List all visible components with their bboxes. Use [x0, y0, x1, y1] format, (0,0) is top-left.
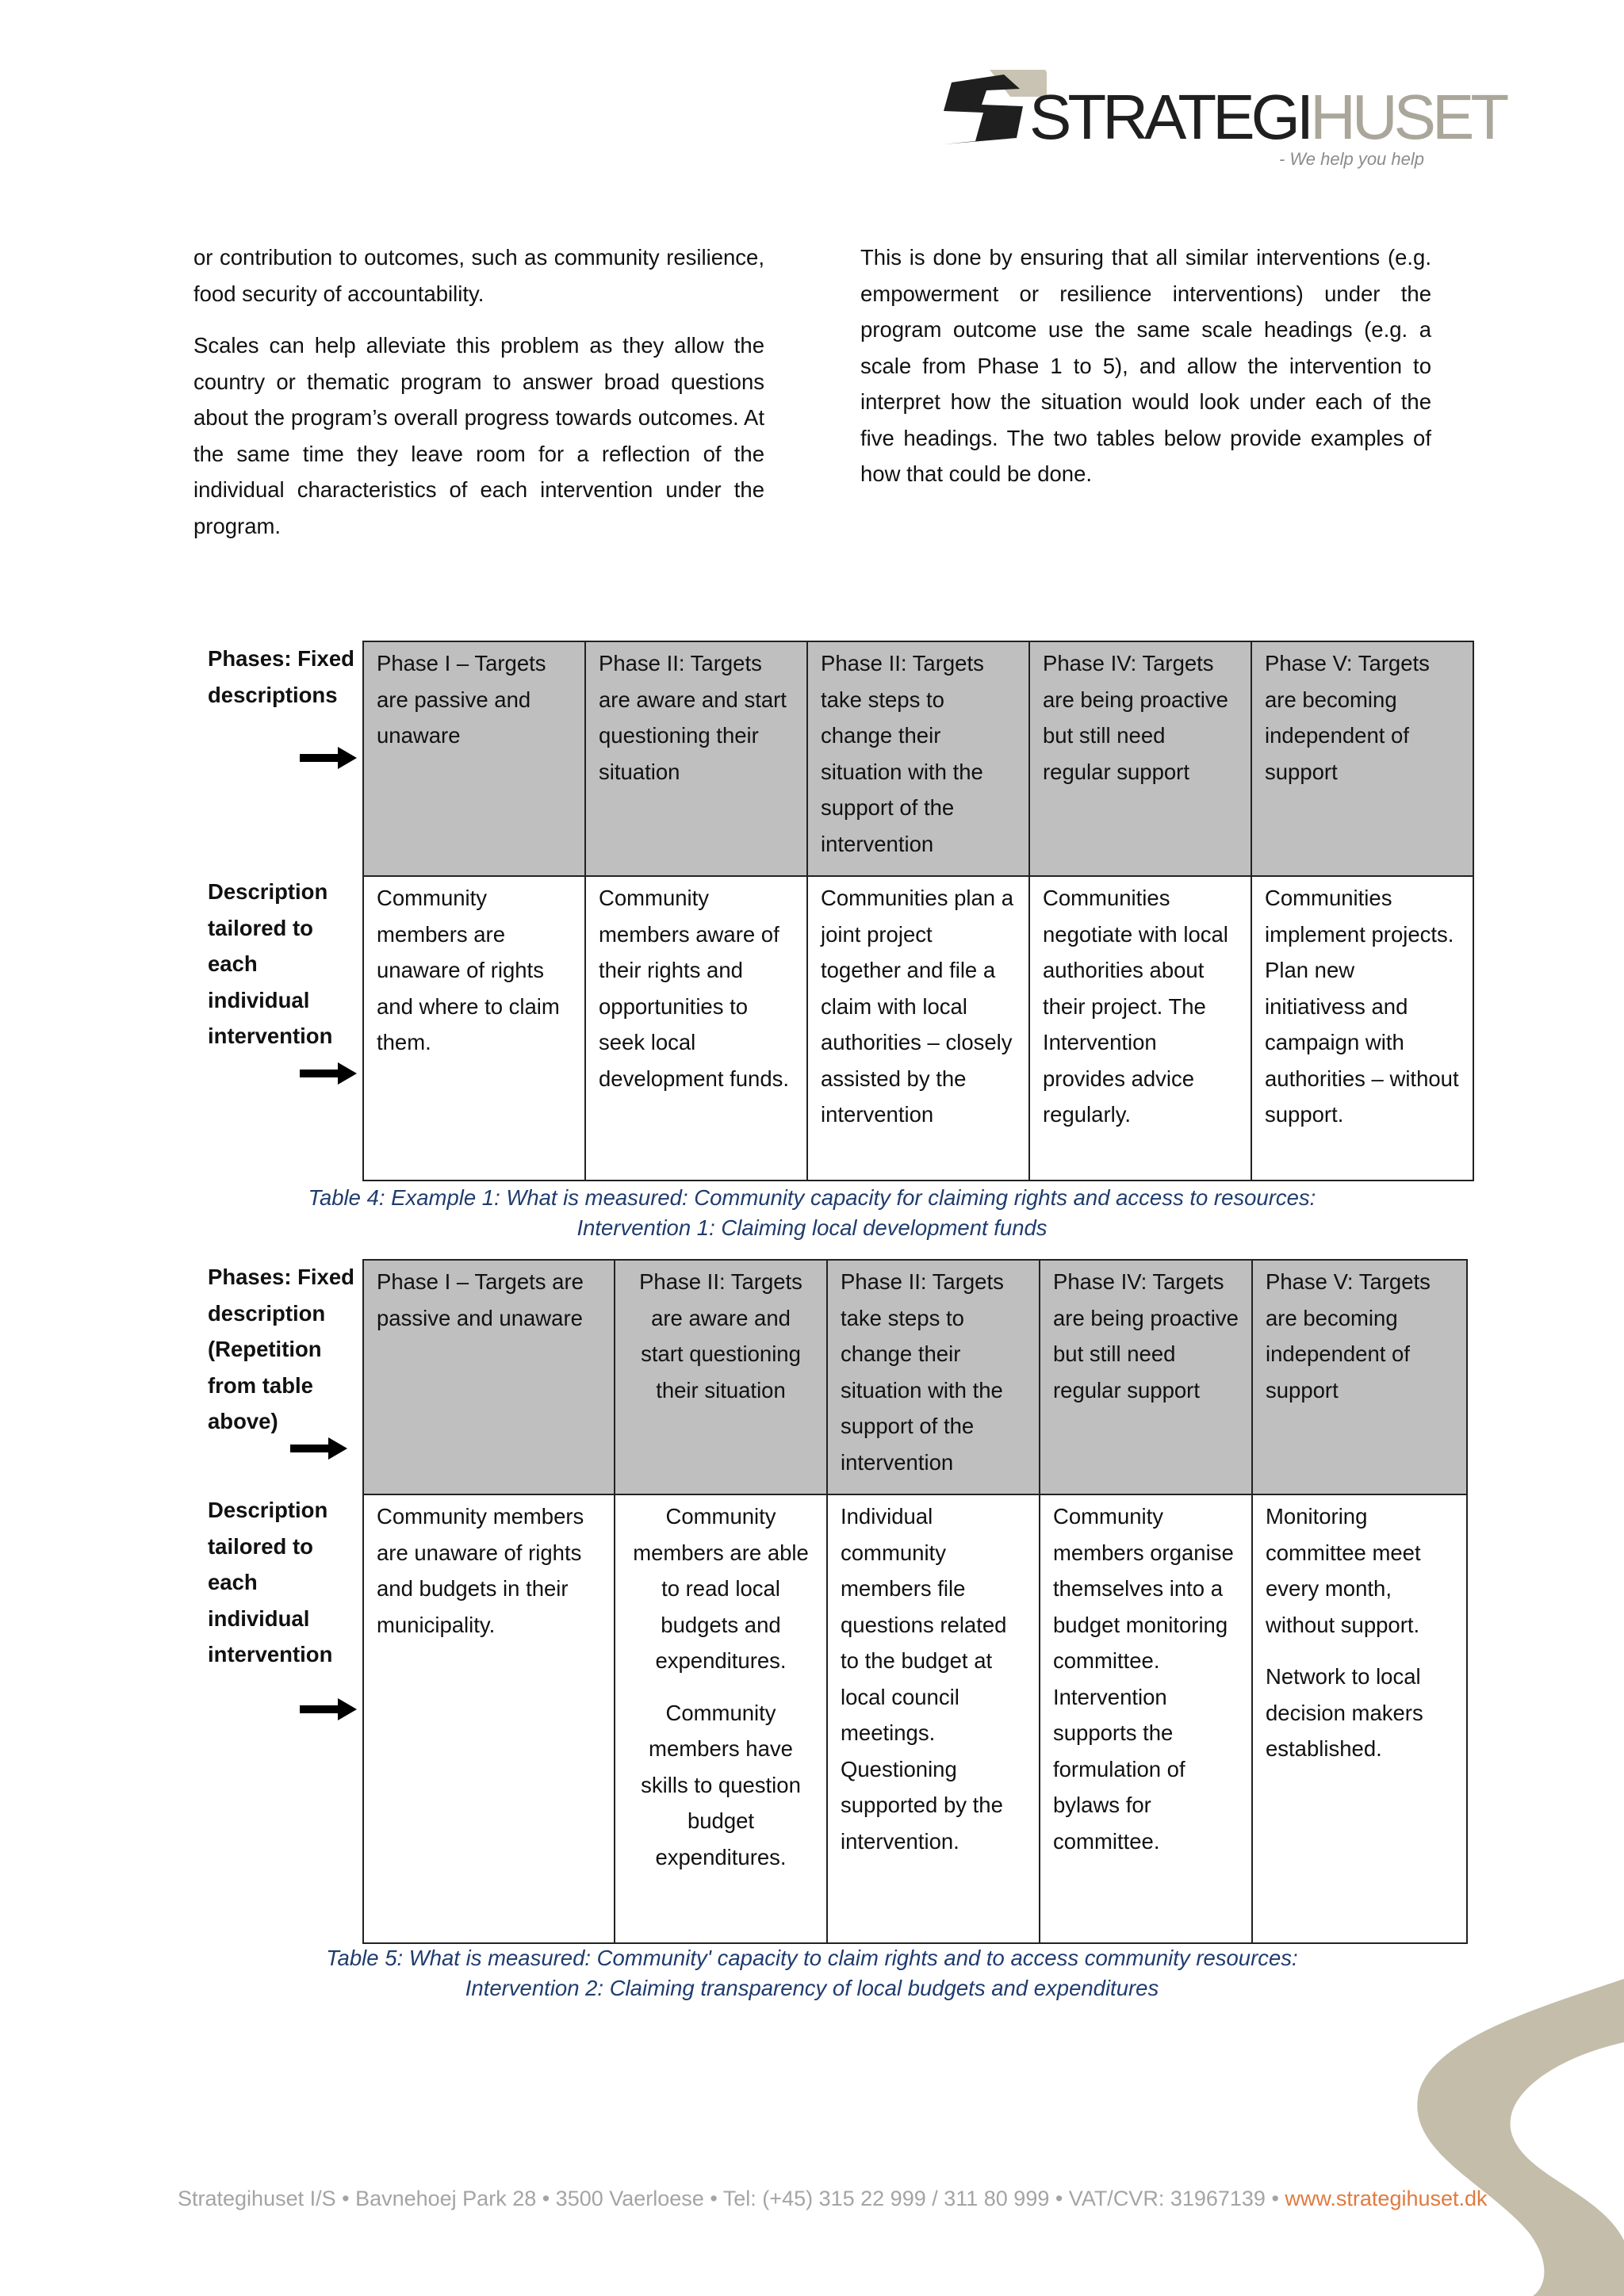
- intro-left-paragraph-1: or contribution to outcomes, such as community resilience, food security of accountability.: [193, 245, 764, 306]
- table4-phase-cell: Phase IV: Targets are being proactive but still need regular support: [1029, 641, 1251, 876]
- table5-phases-label: Phases: Fixed description (Repetition from table above): [208, 1265, 354, 1433]
- decorative-swoosh-icon: [1370, 1979, 1624, 2296]
- table4-description-cell: Community members aware of their rights and opportunities to seek local development funds.: [585, 876, 807, 1181]
- table4: [362, 641, 1474, 1181]
- table4-description-label: Description tailored to each individual intervention: [208, 879, 333, 1048]
- table5-description-text: Community members have skills to question budget expenditures.: [641, 1700, 801, 1869]
- table4-description-cell: Communities negotiate with local authorities about their project. The Intervention provides advice regularly.: [1029, 876, 1251, 1181]
- table5-description-text: Network to local decision makers established.: [1266, 1664, 1423, 1761]
- table4-phase-cell: Phase I – Targets are passive and unaware: [363, 641, 585, 876]
- table4-caption-line2: Intervention 1: Claiming local development funds: [576, 1215, 1048, 1240]
- table5-description-cell: [363, 1494, 615, 1943]
- table4-description-cell: Communities implement projects. Plan new initiativess and campaign with authorities – without support.: [1251, 876, 1473, 1181]
- logo-tagline: - We help you help: [1278, 149, 1424, 169]
- table4-phases-row: [363, 641, 1473, 876]
- table5-caption-line1: Table 5: What is measured: Community' capacity to claim rights and to access community resources:: [326, 1946, 1298, 1970]
- table5-description-cell: [827, 1494, 1040, 1943]
- table5-description-label: Description tailored to each individual intervention: [208, 1498, 333, 1667]
- table5: [362, 1259, 1468, 1944]
- table5-caption: [178, 1943, 1446, 2003]
- table4-caption: [178, 1183, 1446, 1243]
- table5-description-cell: [1252, 1494, 1467, 1943]
- arrow-right-icon: [290, 1437, 347, 1460]
- table5-phase-cell: Phase IV: Targets are being proactive but still need regular support: [1040, 1260, 1252, 1494]
- footer-address: Strategihuset I/S • Bavnehoej Park 28 • 3500 Vaerloese • Tel: (+45) 315 22 999 / 311 80 999 • VAT/CVR: 31967139 •: [178, 2187, 1285, 2210]
- table4-phases-label: Phases: Fixed descriptions: [208, 646, 354, 707]
- intro-right-column: [860, 239, 1431, 508]
- intro-left-column: [193, 239, 764, 560]
- intro-left-paragraph-2: Scales can help alleviate this problem as they allow the country or thematic program to answer broad questions about the program’s overall progress towards outcomes. At the same time they leave room for a reflection of the individual characteristics of each intervention under the program.: [193, 333, 764, 538]
- table5-description-cell: [1040, 1494, 1252, 1943]
- table5-description-row: [363, 1494, 1467, 1943]
- table4-description-cell: Community members are unaware of rights and where to claim them.: [363, 876, 585, 1181]
- table5-description-text: Monitoring committee meet every month, without support.: [1266, 1504, 1421, 1637]
- table4-description-row: [363, 876, 1473, 1181]
- table5-description-text: Community members are unaware of rights and budgets in their municipality.: [377, 1504, 584, 1637]
- footer: [178, 2187, 1488, 2211]
- table5-description-text: Community members organise themselves into a budget monitoring committee. Intervention supports the formulation of bylaws for committee.: [1053, 1504, 1234, 1854]
- table4-description-cell: Communities plan a joint project together and file a claim with local authorities – closely assisted by the intervention: [807, 876, 1029, 1181]
- table5-phase-cell: Phase II: Targets are aware and start questioning their situation: [615, 1260, 827, 1494]
- table5-phase-cell: Phase V: Targets are becoming independent of support: [1252, 1260, 1467, 1494]
- table4-phase-cell: Phase V: Targets are becoming independent of support: [1251, 641, 1473, 876]
- table4-phase-cell: Phase II: Targets take steps to change their situation with the support of the intervention: [807, 641, 1029, 876]
- logo-wordmark: STRATEGIHUSET: [1029, 82, 1506, 152]
- table4-phase-cell: Phase II: Targets are aware and start questioning their situation: [585, 641, 807, 876]
- table4-caption-line1: Table 4: Example 1: What is measured: Community capacity for claiming rights and access to resources:: [308, 1185, 1316, 1210]
- company-logo: [944, 65, 1506, 176]
- table5-caption-line2: Intervention 2: Claiming transparency of local budgets and expenditures: [465, 1976, 1159, 2000]
- arrow-right-icon: [300, 1062, 357, 1085]
- arrow-right-icon: [300, 747, 357, 769]
- table5-phase-cell: Phase I – Targets are passive and unaware: [363, 1260, 615, 1494]
- table5-description-text: Individual community members file questions related to the budget at local council meetings. Questioning supported by the intervention.: [841, 1504, 1007, 1854]
- table5-phases-row: [363, 1260, 1467, 1494]
- footer-website-link[interactable]: www.strategihuset.dk: [1285, 2187, 1488, 2210]
- table5-phase-cell: Phase II: Targets take steps to change their situation with the support of the intervention: [827, 1260, 1040, 1494]
- arrow-right-icon: [300, 1698, 357, 1720]
- intro-right-paragraph-1: This is done by ensuring that all similar interventions (e.g. empowerment or resilience interventions) under the program outcome use the same scale headings (e.g. a scale from Phase 1 to 5), and allow the intervention to interpret how the situation would look under each of the five headings. The two tables below provide examples of how that could be done.: [860, 245, 1431, 486]
- table5-description-cell: [615, 1494, 827, 1943]
- table5-description-text: Community members are able to read local budgets and expenditures.: [633, 1504, 809, 1673]
